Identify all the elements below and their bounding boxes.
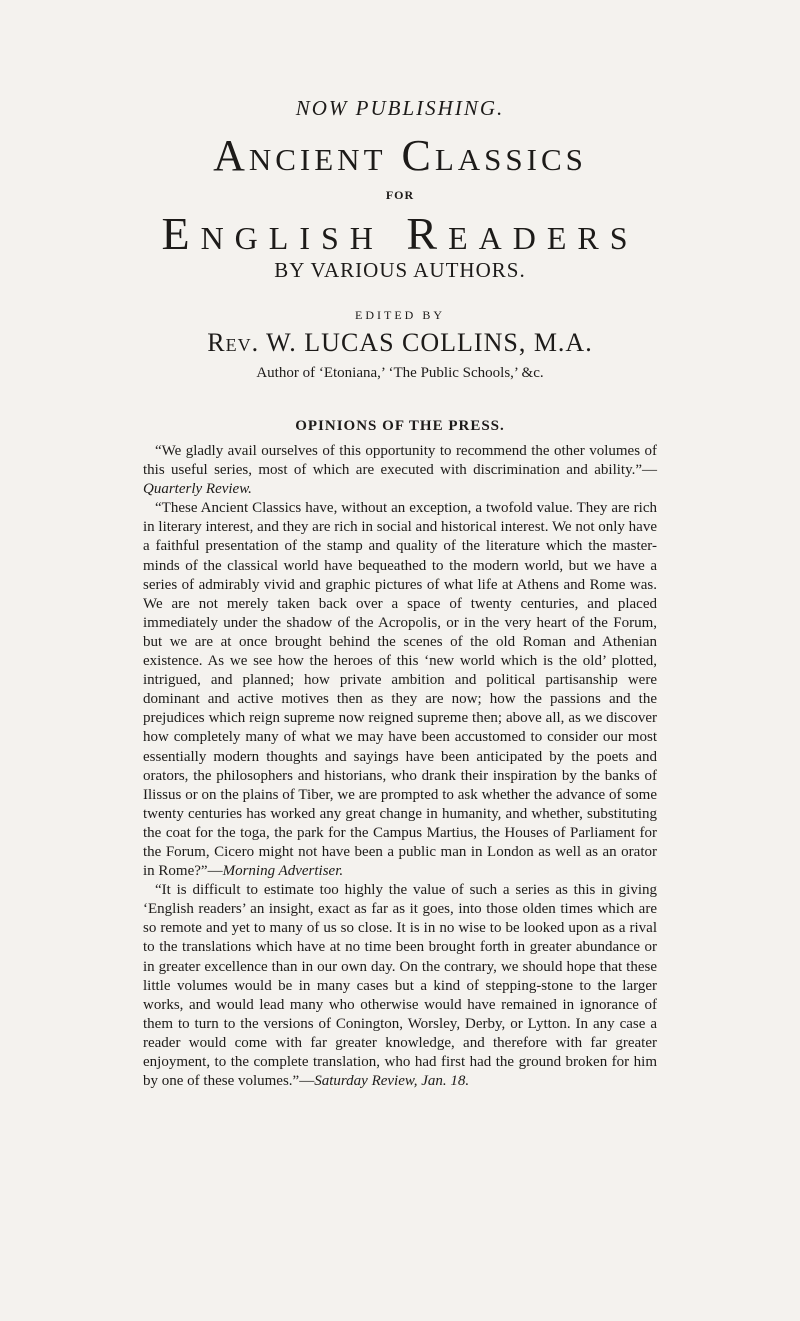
now-publishing-kicker: NOW PUBLISHING.: [295, 96, 505, 120]
review-text: “It is difficult to estimate too highly the value of such a series as this in giving ‘English readers’ an insight, exact as far as it goes, into those olden times which are so remote and yet to many of us so close. It is in no wise to be looked upon as a rival to the translations which have at no time been brought forth in greater abundance or in greater excellence than in our own day. On the contrary, we should hope that these little volumes would be in many cases but a kind of stepping-stone to the larger works, and would lead many who otherwise would have remained in ignorance of them to turn to the versions of Conington, Worsley, Derby, or Lytton. In any case a reader would come with far greater knowledge, and therefore with far greater enjoyment, to the complete translation, who had first had the ground broken for him by one of these volumes.”—: [143, 882, 657, 1090]
review-quarterly: [143, 442, 657, 499]
review-text: “We gladly avail ourselves of this opportunity to recommend the other volumes of this useful series, most of which are executed with discrimination and ability.”—: [143, 443, 657, 479]
review-source: Morning Advertiser.: [222, 863, 344, 880]
series-title-line1: Ancient Classics: [213, 131, 587, 180]
byline: BY VARIOUS AUTHORS.: [274, 258, 526, 282]
series-title-line2: English Readers: [161, 208, 639, 259]
review-source: Saturday Review, Jan. 18.: [314, 1073, 470, 1090]
review-text: “These Ancient Classics have, without an exception, a twofold value. They are rich in literary interest, and they are rich in social and historical interest. We not only have a faithful presentation of the stamp and quality of the literature which the master-minds of the classical world have bequeathed to the modern world, but we have a series of admirably vivid and graphic pictures of what life at Athens and Rome was. We are not merely taken back over a space of twenty centuries, and placed immediately under the shadow of the Acropolis, or in the very heart of the Forum, but we are at once brought behind the scenes of the old Roman and Athenian existence. As we see how the heroes of this ‘new world which is the old’ plotted, intrigued, and planned; how private ambition and political partisanship were dominant and active motives then as they are now; how the passions and the prejudices which reign supreme now reigned supreme then; above all, as we discover how completely many of what we may have been accustomed to consider our most essentially modern thoughts and sayings have been anticipated by the poets and orators, the philosophers and historians, who drank their inspiration by the banks of Ilissus or on the plains of Tiber, we are prompted to ask whether the advance of some twenty centuries has worked any great change in humanity, and whether, substituting the coat for the toga, the park for the Campus Martius, the Houses of Parliament for the Forum, Cicero might not have been a public man in London as well as an orator in Rome?”—: [143, 500, 657, 880]
editor-name: Rev. W. LUCAS COLLINS, M.A.: [207, 328, 593, 357]
press-reviews: [143, 442, 657, 1091]
edited-by-label: EDITED BY: [355, 308, 445, 322]
review-source: Quarterly Review.: [143, 481, 252, 498]
review-saturday: [143, 881, 657, 1091]
series-title-for: FOR: [385, 188, 415, 202]
editor-works: Author of ‘Etoniana,’ ‘The Public Schools,’ &c.: [256, 365, 544, 381]
review-morning-advertiser: [143, 499, 657, 881]
press-heading: OPINIONS OF THE PRESS.: [295, 418, 505, 434]
